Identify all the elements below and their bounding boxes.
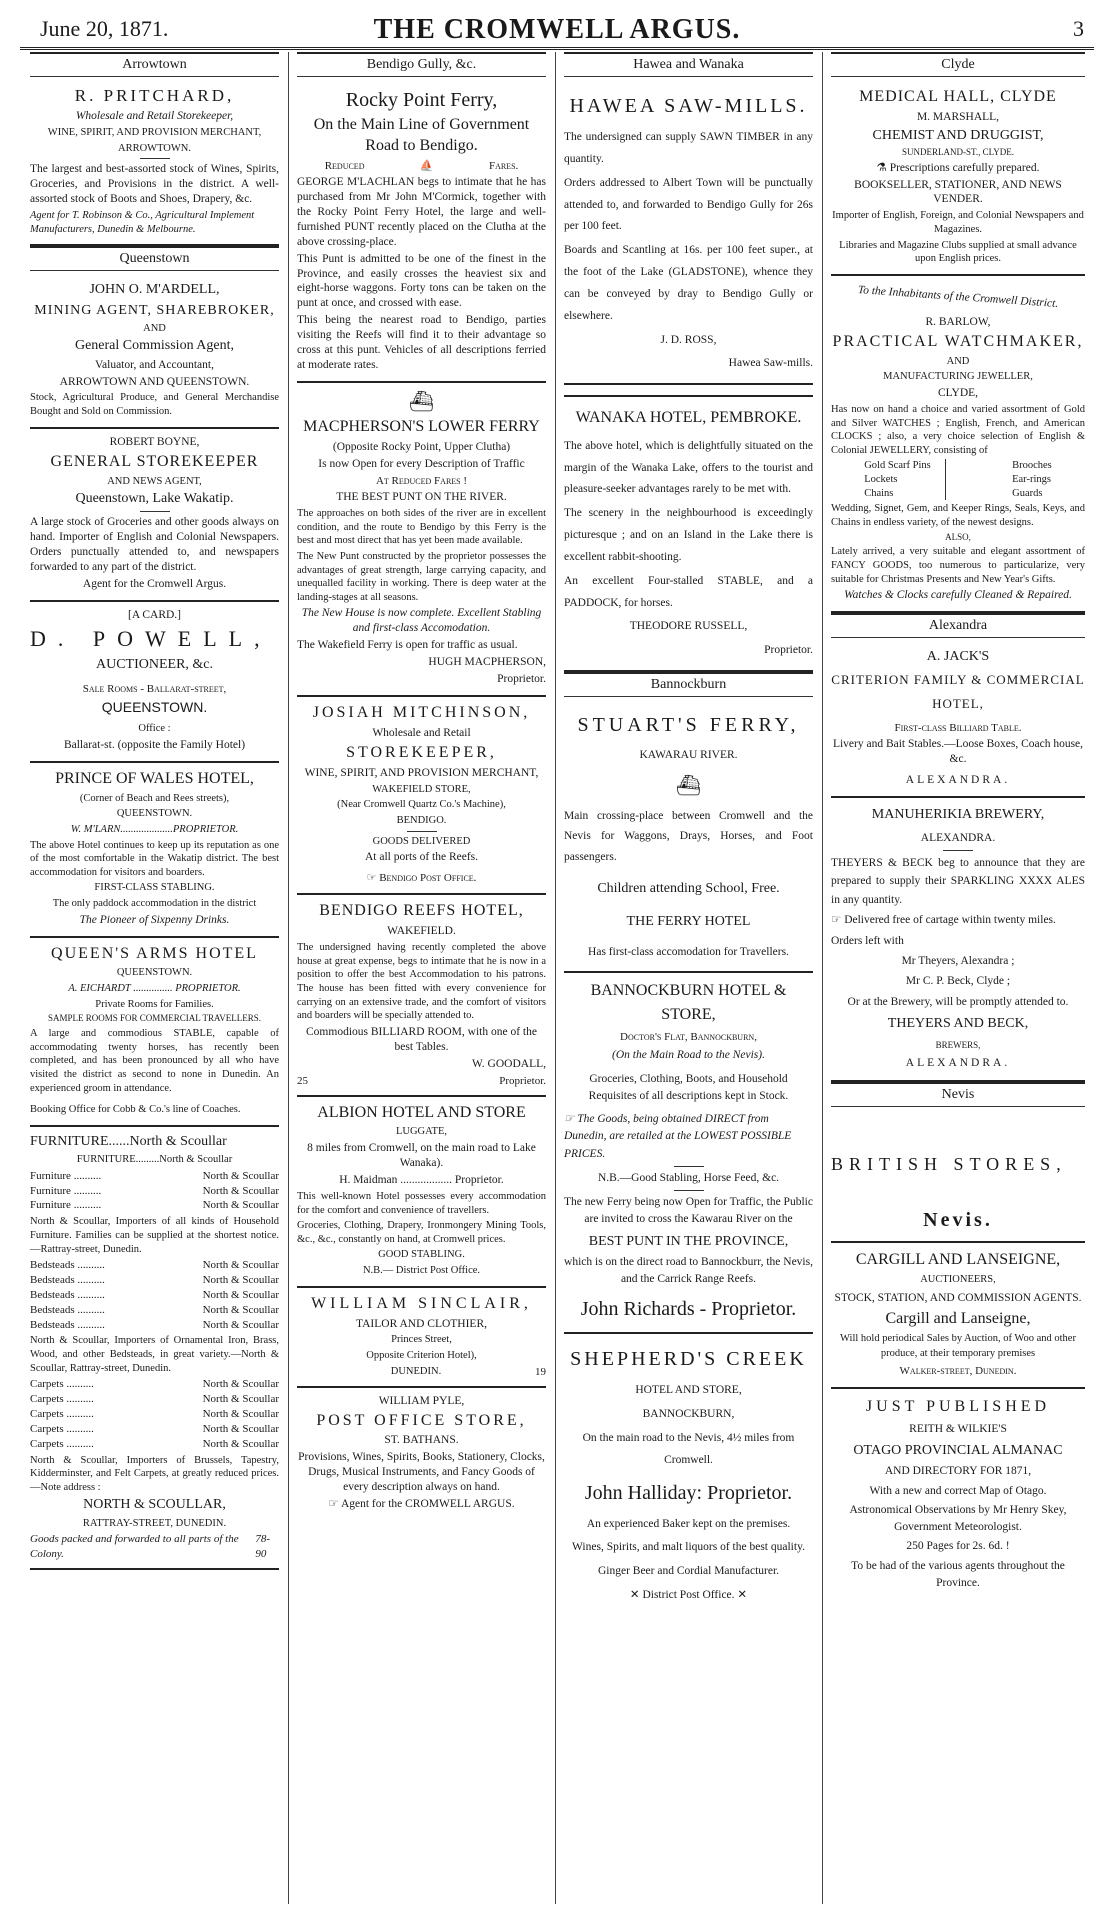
ad-line: Valuator, and Accountant, <box>95 358 214 371</box>
ad-town: RATTRAY-STREET, DUNEDIN. <box>82 1517 227 1529</box>
ad-subtitle: CHEMIST AND DRUGGIST, <box>872 127 1044 143</box>
ad-line: Ginger Beer and Cordial Manufacturer. <box>597 1565 780 1578</box>
ad-town: Nevis. <box>923 1208 993 1231</box>
ad-line: SUNDERLAND-ST., CLYDE. <box>902 146 1014 157</box>
item-seller: North & Scoullar <box>202 1303 279 1316</box>
ad-subtitle: On the Main Line of Government Road to Bendigo. <box>313 116 530 154</box>
ad-line: Commodious BILLIARD ROOM, with one of the best Tables. <box>306 1026 537 1053</box>
ad-shepherds-creek <box>564 1334 813 1615</box>
ad-banner: To the Inhabitants of the Cromwell District. <box>857 283 1059 310</box>
ad-town: LUGGATE, <box>395 1126 448 1138</box>
ad-signature: HUGH MACPHERSON, <box>428 656 546 669</box>
price-list-row <box>30 1422 279 1437</box>
ad-town: ALEXANDRA. <box>905 774 1011 787</box>
item-name: Carpets .......... <box>30 1437 94 1450</box>
ad-body: Boards and Scantling at 16s. per 100 feet super., at the foot of the Lake (GLADSTONE), whence they can be conveyed by dray to Bendigo Gully or elsewhere. <box>564 244 813 322</box>
ad-line: On the main road to the Nevis, 4½ miles from Cromwell. <box>582 1431 795 1466</box>
ad-title: SHEPHERD'S CREEK <box>570 1348 807 1371</box>
ad-signature: Cargill and Lanseigne, <box>885 1309 1031 1327</box>
ad-town: DUNEDIN. <box>390 1365 442 1377</box>
ad-subtitle: KAWARAU RIVER. <box>639 749 738 762</box>
item-seller: North & Scoullar <box>202 1288 279 1301</box>
ad-signature: John Halliday: Proprietor. <box>584 1481 793 1504</box>
ad-mcardell <box>30 275 279 428</box>
ad-tag: [A CARD.] <box>127 609 182 622</box>
ad-body: This well-known Hotel possesses every accommodation for the comfort and convenience of travellers. <box>297 1190 546 1216</box>
ad-body: Wedding, Signet, Gem, and Keeper Rings, Seals, Keys, and Chains in endless variety, of the newest designs. <box>831 503 1085 528</box>
ad-line: AND DIRECTORY FOR 1871, <box>884 1465 1032 1478</box>
ad-title: CRITERION FAMILY & COMMERCIAL HOTEL, <box>831 672 1085 711</box>
ad-line: WINE, SPIRIT, AND PROVISION MERCHANT, <box>47 127 262 139</box>
ad-line: THE BEST PUNT ON THE RIVER. <box>336 491 507 504</box>
pointing-hand-icon: ☞ <box>831 914 845 927</box>
pointing-hand-icon: ☞ <box>564 1113 578 1126</box>
ad-line: Princes Street, <box>391 1334 452 1346</box>
ad-signature: A. JACK'S <box>926 649 990 665</box>
item-seller: North & Scoullar <box>202 1199 279 1212</box>
ad-note: The Pioneer of Sixpenny Drinks. <box>79 913 230 926</box>
ad-title: QUEEN'S ARMS HOTEL <box>51 944 258 962</box>
ad-line: BOOKSELLER, STATIONER, AND NEWS VENDER. <box>854 178 1062 206</box>
ad-code: 25 <box>297 1074 308 1087</box>
column-4 <box>823 52 1093 1904</box>
item-name: Bedsteads .......... <box>30 1318 105 1331</box>
ad-body: Will hold periodical Sales by Auction, of Woo and other produce, at their temporary premises <box>840 1333 1076 1359</box>
ad-line: STOREKEEPER, <box>346 743 497 761</box>
list-item: Guards <box>1012 487 1043 499</box>
ad-title: JOHN O. M'ARDELL, <box>89 282 220 298</box>
price-list-row <box>30 1303 279 1318</box>
ad-line: Private Rooms for Families. <box>95 998 214 1010</box>
ad-signature: NORTH & SCOULLAR, <box>83 1497 226 1513</box>
ad-line: THE FERRY HOTEL <box>626 914 751 930</box>
page-number: 3 <box>1073 16 1084 41</box>
ad-title: PRACTICAL WATCHMAKER, <box>832 332 1084 350</box>
ad-signature: J. D. ROSS, <box>660 333 717 346</box>
ad-code: 19 <box>534 1365 546 1378</box>
ad-subtitle: (Opposite Rocky Point, Upper Clutha) <box>332 440 511 453</box>
ad-note: The Goods, being obtained DIRECT from Dunedin, are retailed at the LOWEST POSSIBLE PRICES. <box>564 1113 792 1160</box>
ad-line: Proprietor. <box>497 673 546 686</box>
ad-barlow <box>831 276 1085 613</box>
ad-body: Main crossing-place between Cromwell and the Nevis for Waggons, Drays, Horses, and Foot passengers. <box>564 809 813 864</box>
ad-line: With a new and correct Map of Otago. <box>869 1484 1047 1497</box>
ad-body: GEORGE M'LACHLAN begs to intimate that he has purchased from Mr John M'Cormick, together with the Rocky Point Ferry Hotel, the large and well-furnished PUNT recently placed on the Clutha at the above crossing-place. <box>297 175 546 248</box>
ad-body: North & Scoullar, Importers of all kinds of Household Furniture. Families can be supplied at the shortest notice.—Rattray-street, Dunedin. <box>30 1216 279 1255</box>
newspaper-title: THE CROMWELL ARGUS. <box>373 14 741 45</box>
list-item: Ear-rings <box>1012 474 1051 486</box>
ad-line: M. MARSHALL, <box>916 110 1000 123</box>
column-2 <box>289 52 554 1904</box>
cross-icon: ✕ <box>734 1589 748 1602</box>
ad-town: ST. BATHANS. <box>384 1434 459 1447</box>
ad-line: Sale Rooms - Ballarat-street, <box>82 682 227 695</box>
ad-subtitle: GENERAL STOREKEEPER <box>50 452 259 470</box>
ad-medical-hall <box>831 81 1085 276</box>
ad-line: W. M'LARN....................PROPRIETOR. <box>70 823 239 835</box>
ad-subtitle: TAILOR AND CLOTHIER, <box>356 1317 487 1330</box>
ad-town: Queenstown, Lake Wakatip. <box>75 491 234 507</box>
ad-body: This being the nearest road to Bendigo, parties visiting the Reefs will find it to their advantage so cross at this punt. Vehicles of all descriptions ferried at moderate rates. <box>297 314 546 372</box>
masthead-rule <box>20 47 1094 51</box>
cross-icon: ✕ <box>629 1589 643 1602</box>
ad-body: Groceries, Clothing, Drapery, Ironmongery Mining Tools, &c., &c., constantly on hand, at Cromwell prices. <box>297 1220 546 1245</box>
ad-line: Prescriptions carefully prepared. <box>889 161 1040 174</box>
section-heading: Bendigo Gully, &c. <box>297 52 546 77</box>
ad-subtitle: HOTEL AND STORE, <box>635 1384 742 1397</box>
ad-powell <box>30 602 279 763</box>
price-list-row <box>30 1273 279 1288</box>
ad-british-stores <box>831 1111 1085 1242</box>
ad-title: CARGILL AND LANSEIGNE, <box>855 1250 1061 1268</box>
ad-macpherson <box>297 383 546 697</box>
ad-town: QUEENSTOWN. <box>101 699 208 716</box>
ad-note: Watches & Clocks carefully Cleaned & Repaired. <box>844 589 1072 602</box>
ad-line: GOODS DELIVERED <box>372 835 471 847</box>
ad-line: Hawea Saw-mills. <box>728 357 813 370</box>
ad-line: AND <box>143 322 166 334</box>
ad-title: MEDICAL HALL, CLYDE <box>859 88 1057 105</box>
item-name: Furniture .......... <box>30 1169 102 1182</box>
ad-body: A large and commodious STABLE, capable of accommodating twenty horses, has recently been completed, and has been pronounced by all who have visited the district as second to none in Dunedin. An experienced groom in attendance. <box>30 1028 279 1094</box>
ad-body: Libraries and Magazine Clubs supplied at small advance upon English prices. <box>839 239 1077 265</box>
ad-line: Doctor's Flat, Bannockburn, <box>620 1030 757 1043</box>
ad-title: JOSIAH MITCHINSON, <box>312 704 531 722</box>
ad-line: Office : <box>138 723 171 735</box>
section-heading: Hawea and Wanaka <box>564 52 813 77</box>
ad-title: MACPHERSON'S LOWER FERRY <box>303 418 540 436</box>
ad-title: HAWEA SAW-MILLS. <box>569 95 808 117</box>
ship-icon: ⛴ <box>675 774 702 797</box>
section-heading: Bannockburn <box>564 672 813 697</box>
item-seller: North & Scoullar <box>202 1378 279 1391</box>
ad-town: ALEXANDRA. <box>920 831 996 844</box>
ad-line: Walker-street, Dunedin. <box>899 1364 1017 1377</box>
ad-line: (Corner of Beach and Rees streets), <box>79 792 230 804</box>
ad-subtitle: Wholesale and Retail Storekeeper, <box>75 110 234 123</box>
ad-queens-arms <box>30 938 279 1127</box>
ad-body: The undersigned can supply SAWN TIMBER in any quantity. <box>564 131 813 165</box>
ad-line: GOOD STABLING. <box>378 1249 465 1261</box>
ad-line: 8 miles from Cromwell, on the main road to Lake Wanaka). <box>307 1142 536 1170</box>
ad-title: BANNOCKBURN HOTEL & STORE, <box>590 981 787 1023</box>
item-name: Carpets .......... <box>30 1378 94 1391</box>
ad-body: Delivered free of cartage within twenty miles. <box>844 914 1056 927</box>
ad-pritchard <box>30 81 279 246</box>
item-seller: North & Scoullar <box>202 1169 279 1182</box>
ad-town: BANNOCKBURN, <box>642 1408 735 1421</box>
ad-line: General Commission Agent, <box>74 338 235 354</box>
ad-body: To be had of the various agents throughout the Province. <box>851 1559 1065 1589</box>
price-list-row <box>30 1377 279 1392</box>
ad-line: Opposite Criterion Hotel), <box>366 1350 477 1362</box>
section-heading: Queenstown <box>30 246 279 271</box>
ad-line: Orders left with <box>831 934 904 947</box>
item-seller: North & Scoullar <box>202 1274 279 1287</box>
separator <box>140 158 170 159</box>
ad-line: First-class Billiard Table. <box>894 722 1022 735</box>
item-name: Carpets .......... <box>30 1422 94 1435</box>
ad-title: WANAKA HOTEL, PEMBROKE. <box>575 409 802 427</box>
separator <box>407 831 437 832</box>
ad-line: (On the Main Road to the Nevis). <box>612 1049 765 1062</box>
price-list <box>30 1169 279 1214</box>
ad-body: The approaches on both sides of the river are in excellent condition, and the route to Bendigo by this Ferry is the best and most direct that has yet been made available. <box>297 507 546 547</box>
ad-signature: THEODORE RUSSELL, <box>629 620 748 633</box>
ad-town: QUEENSTOWN. <box>116 967 193 979</box>
ad-title: FURNITURE......North & Scoullar <box>30 1133 227 1149</box>
ad-line: 250 Pages for 2s. 6d. ! <box>906 1540 1010 1553</box>
list-item: Brooches <box>1012 460 1052 472</box>
ad-line: SAMPLE ROOMS FOR COMMERCIAL TRAVELLERS. <box>47 1013 262 1024</box>
ad-line: Proprietor. <box>764 644 813 657</box>
ad-hawea-saw-mills <box>564 81 813 385</box>
ad-body: Has now on hand a choice and varied assortment of Gold and Silver WATCHES ; English, French, and American CLOCKS ; also, a very choice selection of English & Colonial JEWELLERY, consisting of <box>831 403 1085 456</box>
price-list-row <box>30 1392 279 1407</box>
ad-subtitle: MINING AGENT, SHAREBROKER, <box>34 302 275 318</box>
ad-note: Has first-class accomodation for Travellers. <box>588 946 789 959</box>
ship-icon: ⛴ <box>408 391 435 414</box>
ship-icon: ⛵ <box>419 159 434 172</box>
ad-title: R. PRITCHARD, <box>74 86 235 105</box>
ad-line: ALSO, <box>945 531 971 542</box>
ad-note: Bendigo Post Office. <box>379 872 477 885</box>
list-item: Lockets <box>864 474 898 486</box>
section-heading: Clyde <box>831 52 1085 77</box>
ad-line: At Reduced Fares ! <box>375 474 468 487</box>
ad-title: ALBION HOTEL AND STORE <box>317 1103 526 1121</box>
item-seller: North & Scoullar <box>202 1422 279 1435</box>
ad-note: Booking Office for Cobb & Co.'s line of Coaches. <box>30 1104 241 1116</box>
ad-body: The above Hotel continues to keep up its reputation as one of the most comfortable in the Wakatip district. The best accommodation for visitors and boarders. <box>30 839 279 878</box>
ad-body: The Wakefield Ferry is open for traffic as usual. <box>297 639 518 652</box>
ad-title: MANUHERIKIA BREWERY, <box>871 807 1045 823</box>
ad-sinclair <box>297 1288 546 1388</box>
ad-subtitle: Wholesale and Retail <box>372 726 471 739</box>
item-seller: North & Scoullar <box>202 1408 279 1421</box>
ad-town: BENDIGO. <box>396 814 447 826</box>
price-list-row <box>30 1169 279 1184</box>
ad-note: Agent for the CROMWELL ARGUS. <box>340 1498 515 1511</box>
ad-line: H. Maidman .................. Proprietor. <box>339 1173 504 1186</box>
issue-date: June 20, 1871. <box>40 16 169 41</box>
column-1 <box>22 52 287 1904</box>
ad-body: A large stock of Groceries and other goods always on hand. Importer of English and Colonial Newspapers. Orders punctually attended to, and newspapers forwarded to any part of the district. <box>30 516 279 574</box>
ad-signature: THEYERS AND BECK, <box>887 1016 1029 1032</box>
price-list-row <box>30 1198 279 1213</box>
ad-town: QUEENSTOWN. <box>116 808 193 820</box>
section-heading: Arrowtown <box>30 52 279 77</box>
ad-body: Lately arrived, a very suitable and elegant assortment of FANCY GOODS, too numerous to particularize, very suitable for Christmas Presents and New Year's Gifts. <box>831 546 1085 585</box>
ad-body: Orders addressed to Albert Town will be punctually attended to, and forwarded to Bendigo Gully for 26s per 100 feet. <box>564 176 813 233</box>
ad-line: AND <box>946 355 970 367</box>
ad-signature: R. BARLOW, <box>925 315 991 328</box>
ad-line: Reduced <box>324 159 365 172</box>
ad-prince-of-wales <box>30 763 279 938</box>
ad-subtitle: AUCTIONEER, &c. <box>95 656 214 672</box>
ad-line: Wines, Spirits, and malt liquors of the best quality. <box>572 1541 805 1554</box>
price-list-row <box>30 1288 279 1303</box>
ad-body: which is on the direct road to Bannockburr, the Nevis, and the Carrick Range Reefs. <box>564 1255 813 1285</box>
price-list-row <box>30 1184 279 1199</box>
ad-body: Importer of English, Foreign, and Colonial Newspapers and Magazines. <box>832 210 1084 236</box>
masthead <box>20 8 1094 48</box>
ad-title: BRITISH STORES, <box>831 1154 1067 1175</box>
item-name: Bedsteads .......... <box>30 1303 105 1316</box>
ad-line: Mr Theyers, Alexandra ; <box>901 955 1015 967</box>
item-seller: North & Scoullar <box>202 1259 279 1272</box>
item-seller: North & Scoullar <box>202 1318 279 1331</box>
separator <box>674 1166 704 1167</box>
ad-boyne <box>30 429 279 602</box>
ad-line: AND NEWS AGENT, <box>107 475 202 487</box>
ad-pyle <box>297 1388 546 1520</box>
ad-line: Is now Open for every Description of Traffic <box>318 457 525 470</box>
ad-title: D. POWELL, <box>30 625 272 651</box>
ad-rocky-point <box>297 81 546 383</box>
list-item: Gold Scarf Pins <box>864 460 931 472</box>
ad-cargill-lanseigne <box>831 1243 1085 1389</box>
ad-subtitle: FURNITURE.........North & Scoullar <box>76 1154 233 1166</box>
ad-albion <box>297 1097 546 1288</box>
ad-line: A. EICHARDT ............... PROPRIETOR. <box>68 983 241 995</box>
ad-town: ARROWTOWN AND QUEENSTOWN. <box>59 375 250 388</box>
ad-body: Stock, Agricultural Produce, and General Merchandise Bought and Sold on Commission. <box>30 392 279 418</box>
ad-line: (Near Cromwell Quartz Co.'s Machine), <box>337 799 506 811</box>
ad-bannockburn-hotel <box>564 973 813 1334</box>
ad-body: The largest and best-assorted stock of Wines, Spirits, Groceries, and Provisions in the district. A well-assorted stock of Boots and Shoes, Drapery, &c. <box>30 163 279 206</box>
separator <box>140 511 170 512</box>
ad-line: AUCTIONEERS, <box>920 1274 996 1286</box>
ad-line: FIRST-CLASS STABLING. <box>94 882 215 894</box>
ad-title: STUART'S FERRY, <box>577 714 800 737</box>
ad-line: REITH & WILKIE'S <box>909 1423 1007 1436</box>
ad-town: ALEXANDRA. <box>905 1056 1011 1069</box>
ad-title: JUST PUBLISHED <box>865 1398 1051 1416</box>
ad-town: WAKEFIELD. <box>387 925 456 938</box>
ad-note: Agent for the Cromwell Argus. <box>82 578 227 591</box>
separator <box>943 850 973 851</box>
item-name: Bedsteads .......... <box>30 1288 105 1301</box>
ad-body: THEYERS & BECK beg to announce that they are prepared to supply their SPARKLING XXXX ALES in any quantity. <box>831 857 1085 906</box>
list-item: Chains <box>864 487 894 499</box>
ad-line: Mr C. P. Beck, Clyde ; <box>905 975 1011 988</box>
ad-line: WINE, SPIRIT, AND PROVISION MERCHANT, <box>304 766 539 779</box>
ad-jack-criterion <box>831 642 1085 798</box>
ad-note: District Post Office. <box>642 1589 735 1602</box>
ad-subtitle: OTAGO PROVINCIAL ALMANAC <box>853 1443 1063 1459</box>
ad-body: This Punt is admitted to be one of the finest in the Province, and easily crosses the heaviest six and eight-horse waggons. Forty tons can be taken on the punt at once, and crossed with ease. <box>297 252 546 310</box>
item-name: Bedsteads .......... <box>30 1274 105 1287</box>
ad-line: Or at the Brewery, will be promptly attended to. <box>847 995 1069 1008</box>
ad-line: Ballarat-st. (opposite the Family Hotel) <box>63 738 246 751</box>
ad-manuherikia-brewery <box>831 798 1085 1082</box>
price-list-row <box>30 1407 279 1422</box>
item-name: Carpets .......... <box>30 1408 94 1421</box>
ad-code: 78-90 <box>255 1533 271 1561</box>
ad-body: Groceries, Clothing, Boots, and Household Requisites of all descriptions kept in Stock. <box>588 1072 789 1102</box>
ad-note: Agent for T. Robinson & Co., Agricultural Implement Manufacturers, Dunedin & Melbourne. <box>30 210 255 235</box>
ad-subtitle: STOCK, STATION, AND COMMISSION AGENTS. <box>834 1291 1082 1304</box>
ad-body: The new Ferry being now Open for Traffic, the Public are invited to cross the Kawarau River on the <box>564 1196 813 1226</box>
item-seller: North & Scoullar <box>202 1437 279 1450</box>
pointing-hand-icon: ☞ <box>366 872 380 885</box>
ad-town: CLYDE, <box>937 386 979 399</box>
ad-line: BEST PUNT IN THE PROVINCE, <box>588 1233 789 1249</box>
item-name: Bedsteads .......... <box>30 1259 105 1272</box>
ad-title: WILLIAM SINCLAIR, <box>311 1294 532 1312</box>
item-seller: North & Scoullar <box>202 1184 279 1197</box>
item-name: Furniture .......... <box>30 1184 102 1197</box>
ad-bendigo-reefs <box>297 895 546 1096</box>
ad-signature: John Richards - Proprietor. <box>580 1298 797 1321</box>
ad-line: BREWERS, <box>935 1039 981 1050</box>
ad-body: The undersigned having recently completed the above house at great expense, begs to intimate that he is now in a position to offer the best Accommodation to his patrons. The house has been fitted with every convenience for carrying on an extensive trade, and the comfort of visitors and boarders will be specially attended to. <box>297 942 546 1022</box>
ad-body: The scenery in the neighbourhood is exceedingly picturesque ; and on an Island in the Lake there is excellent rabbit-shooting. <box>564 507 813 563</box>
ad-town: ARROWTOWN. <box>117 142 191 154</box>
ad-title: Rocky Point Ferry, <box>345 89 498 111</box>
ad-line: N.B.—Good Stabling, Horse Feed, &c. <box>597 1171 780 1184</box>
item-name: Carpets .......... <box>30 1393 94 1406</box>
separator <box>674 1190 704 1191</box>
ad-title: BENDIGO REEFS HOTEL, <box>319 902 524 920</box>
ad-title: ROBERT BOYNE, <box>109 435 200 448</box>
mortar-pestle-icon: ⚗ <box>876 161 890 174</box>
pointing-hand-icon: ☞ <box>328 1498 341 1511</box>
price-list <box>30 1377 279 1451</box>
ad-body: The above hotel, which is delightfully situated on the margin of the Wanaka Lake, offers to the tourist and pleasure-seeker advantages rarely to be met with. <box>564 439 813 496</box>
ad-body: Astronomical Observations by Mr Henry Skey, Government Meteorologist. <box>849 1503 1067 1534</box>
ad-body: North & Scoullar, Importers of Ornamental Iron, Brass, Wood, and other Bedsteads, in great variety.—North & Scoullar, Rattray-street, Dunedin. <box>30 1335 279 1374</box>
price-list-row <box>30 1437 279 1452</box>
column-3 <box>556 52 821 1904</box>
ad-body: The New Punt constructed by the proprietor possesses the advantages of great strength, large carrying capacity, and unequalled facility in working. There is deep water at the landing-stages at all seasons. <box>297 550 546 603</box>
ad-stuarts-ferry <box>564 701 813 973</box>
price-list-row <box>30 1258 279 1273</box>
ad-title: PRINCE OF WALES HOTEL, <box>55 769 254 787</box>
ad-line: At all ports of the Reefs. <box>364 851 479 864</box>
item-name: Furniture .......... <box>30 1199 102 1212</box>
ad-wanaka-hotel <box>564 395 813 672</box>
ad-almanac <box>831 1389 1085 1600</box>
ad-line: Fares. <box>488 159 519 172</box>
ad-note: The New House is now complete. Excellent Stabling and first-class Accomodation. <box>301 607 542 635</box>
ad-north-scoullar <box>30 1127 279 1570</box>
ad-signature: W. GOODALL, <box>472 1057 546 1070</box>
ad-line: The only paddock accommodation in the district <box>52 898 257 910</box>
ad-line: MANUFACTURING JEWELLER, <box>883 371 1033 383</box>
ad-line: An experienced Baker kept on the premises. <box>586 1517 791 1530</box>
section-heading: Nevis <box>831 1082 1085 1107</box>
ad-subtitle: POST OFFICE STORE, <box>316 1411 527 1429</box>
ad-title: WILLIAM PYLE, <box>378 1394 465 1407</box>
ad-body: Livery and Bait Stables.—Loose Boxes, Coach house, &c. <box>832 738 1084 766</box>
price-list <box>30 1258 279 1332</box>
ad-note: Goods packed and forwarded to all parts of the Colony. <box>30 1533 239 1561</box>
ad-line: Proprietor. <box>499 1074 546 1087</box>
item-seller: North & Scoullar <box>202 1393 279 1406</box>
price-list-row <box>30 1318 279 1333</box>
ad-mitchinson <box>297 697 546 895</box>
ad-body: Provisions, Wines, Spirits, Books, Stationery, Clocks, Drugs, Musical Instruments, and Fancy Goods of every description always on hand. <box>298 1451 545 1494</box>
ad-line: Children attending School, Free. <box>597 880 780 896</box>
ad-body: An excellent Four-stalled STABLE, and a PADDOCK, for horses. <box>564 574 813 609</box>
section-heading: Alexandra <box>831 613 1085 638</box>
ad-note: N.B.— District Post Office. <box>362 1265 481 1277</box>
ad-body: North & Scoullar, Importers of Brussels, Tapestry, Kidderminster, and Felt Carpets, at greatly reduced prices.—Note address : <box>30 1454 279 1493</box>
ad-line: WAKEFIELD STORE, <box>372 783 471 795</box>
